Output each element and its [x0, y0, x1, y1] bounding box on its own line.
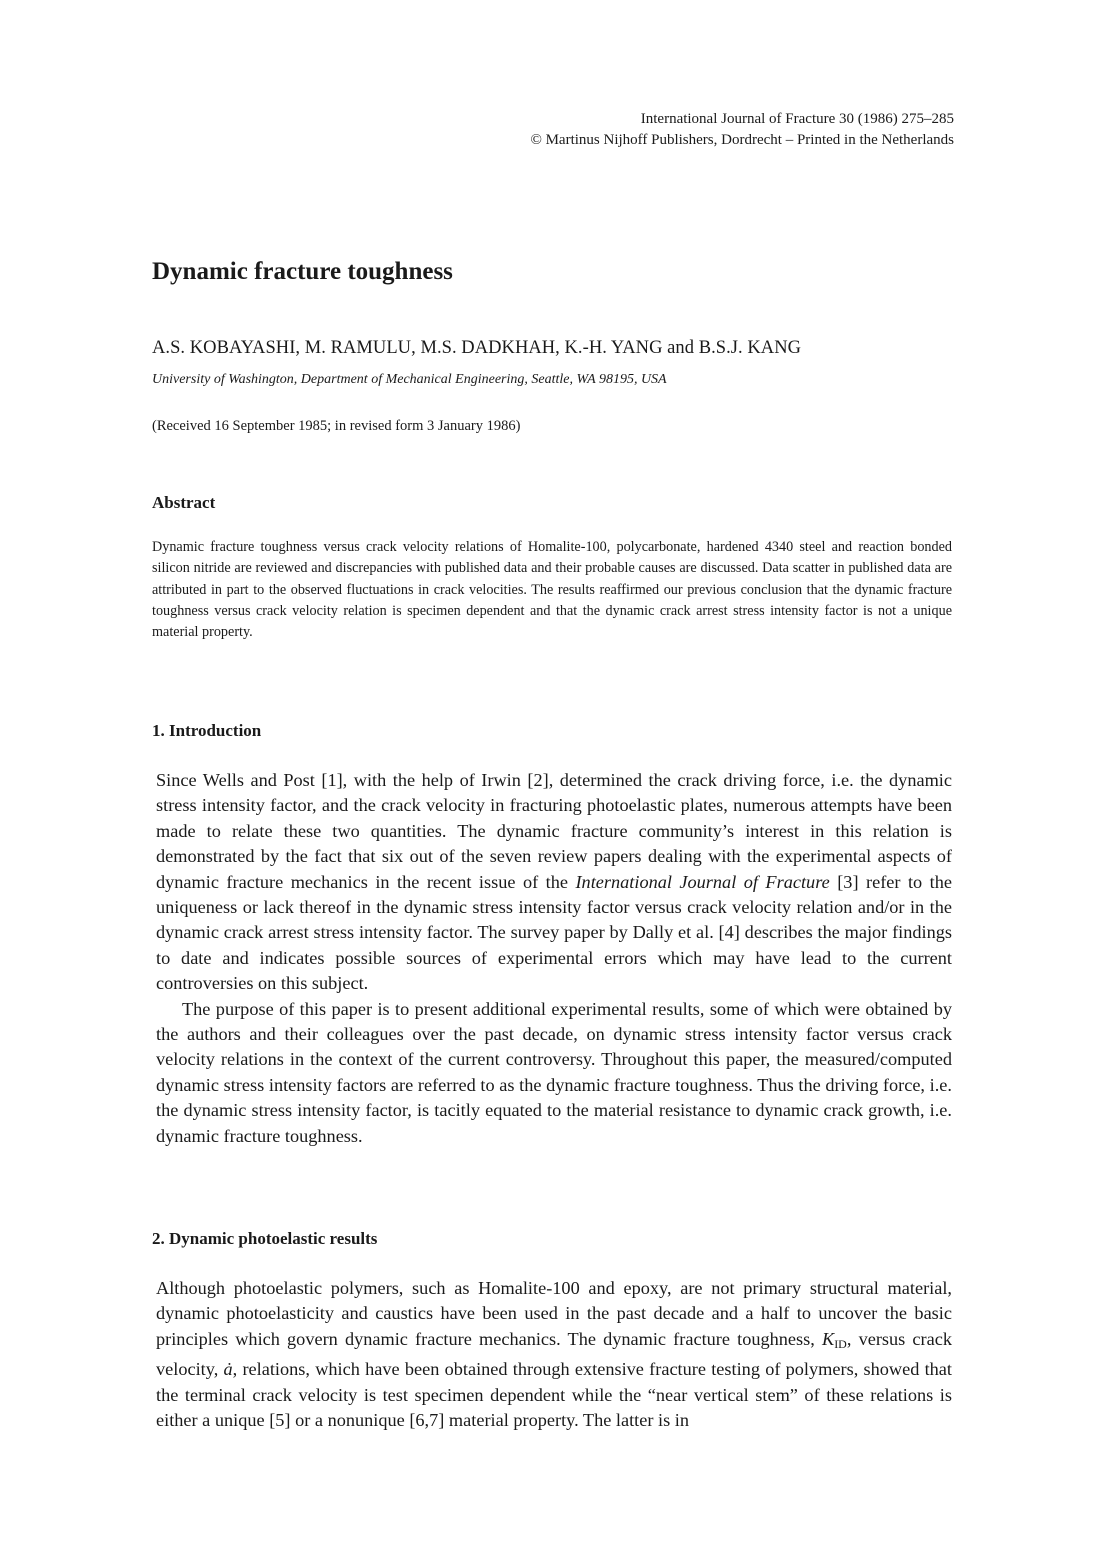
intro-p1-text-b: [3] refer to the uniqueness or lack thereof in the dynamic stress intensity factor versus crack velocity relation and/or in the dynamic crack arrest stress intensity factor. The survey paper by Dally et al. [4] describes the major findings to date and indicates possible sources of experimental errors which may have lead to the current controversies on this subject.	[156, 871, 952, 994]
introduction-paragraph-1	[156, 768, 952, 997]
s2-p1-text-b: , versus crack velocity,	[156, 1328, 952, 1380]
k-id-subscript: ID	[834, 1336, 847, 1351]
photoelastic-body	[156, 1276, 952, 1433]
journal-name-reference: International Journal of Fracture	[575, 871, 830, 892]
author-affiliation: University of Washington, Department of Mechanical Engineering, Seattle, WA 98195, USA	[152, 372, 667, 387]
crack-velocity-symbol: ȧ	[223, 1359, 233, 1380]
s2-p1-text-c: , relations, which have been obtained through extensive fracture testing of polymers, showed that the terminal crack velocity is test specimen dependent while the “near vertical stem” of these relations is either a unique [5] or a nonunique [6,7] material property. The latter is in	[156, 1359, 952, 1431]
photoelastic-paragraph-1	[156, 1276, 952, 1433]
introduction-body	[156, 768, 952, 1149]
intro-p1-text-a: Since Wells and Post [1], with the help of Irwin [2], determined the crack driving force, i.e. the dynamic stress intensity factor, and the crack velocity in fracturing photoelastic plates, numerous attempts have been made to relate these two quantities. The dynamic fracture community’s interest in this relation is demonstrated by the fact that six out of the seven review papers dealing with the experimental aspects of dynamic fracture mechanics in the recent issue of the	[156, 770, 952, 892]
author-list: A.S. KOBAYASHI, M. RAMULU, M.S. DADKHAH, K.-H. YANG and B.S.J. KANG	[152, 338, 802, 358]
s2-p1-text-a: Although photoelastic polymers, such as Homalite-100 and epoxy, are not primary structural material, dynamic photoelasticity and caustics have been used in the past decade and a half to uncover the basic principles which govern dynamic fracture mechanics. The dynamic fracture toughness,	[156, 1278, 952, 1349]
journal-citation: International Journal of Fracture 30 (1986) 275–285	[640, 111, 954, 127]
publisher-line: © Martinus Nijhoff Publishers, Dordrecht – Printed in the Netherlands	[530, 132, 954, 148]
journal-header	[530, 109, 954, 151]
introduction-heading: 1. Introduction	[152, 721, 262, 740]
received-dates: (Received 16 September 1985; in revised form 3 January 1986)	[152, 418, 521, 434]
abstract-heading: Abstract	[152, 493, 216, 512]
photoelastic-heading: 2. Dynamic photoelastic results	[152, 1229, 378, 1248]
k-id-symbol: K	[821, 1328, 835, 1349]
introduction-paragraph-2: The purpose of this paper is to present additional experimental results, some of which were obtained by the authors and their colleagues over the past decade, on dynamic stress intensity factor versus crack velocity relations in the context of the current controversy. Throughout this paper, the measured/computed dynamic stress intensity factors are referred to as the dynamic fracture toughness. Thus the driving force, i.e. the dynamic stress intensity factor, is tacitly equated to the material resistance to dynamic crack growth, i.e. dynamic fracture toughness.	[156, 998, 952, 1146]
abstract-text: Dynamic fracture toughness versus crack velocity relations of Homalite-100, polycarbonate, hardened 4340 steel and reaction bonded silicon nitride are reviewed and discrepancies with published data and their probable causes are discussed. Data scatter in published data are attributed in part to the observed fluctuations in crack velocities. The results reaffirmed our previous conclusion that the dynamic fracture toughness versus crack velocity relation is specimen dependent and that the dynamic crack arrest stress intensity factor is not a unique material property.	[152, 539, 952, 641]
paper-title: Dynamic fracture toughness	[152, 258, 453, 285]
